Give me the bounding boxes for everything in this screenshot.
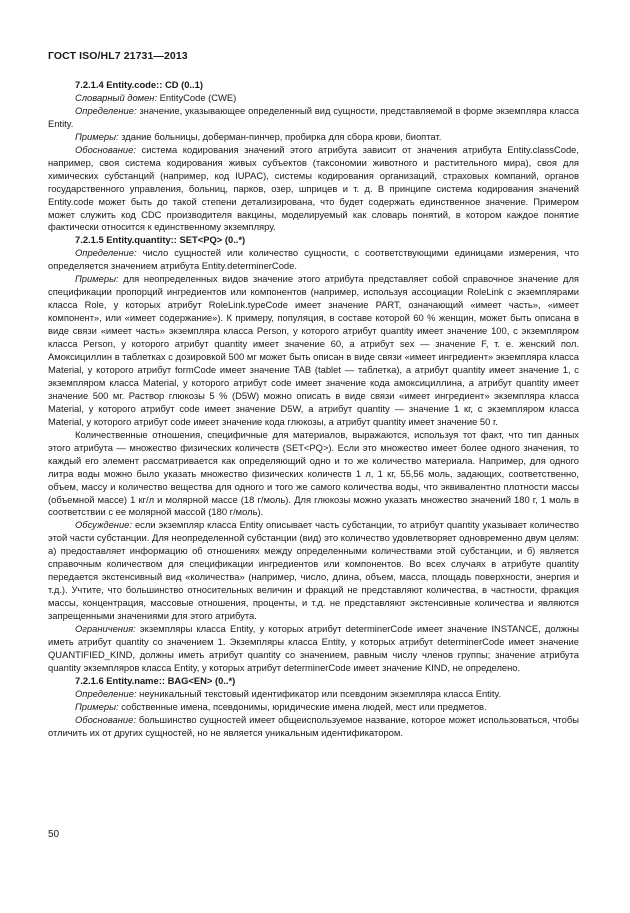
discussion-text: если экземпляр класса Entity описывает часть субстанции, то атрибут quantity указывает количество этой части субстанции. Для неопределенной субстанции (вид) это количество удовлетворяет одновременно двум целям: а) предоставляет информацию об отношениях между определенными количествами этой субстанции, и б) является справочным количеством для спецификации ингредиентов или компонентов. Во всех случаях в атрибуте quantity передается экстенсивный вид «количества» (например, число, длина, объем, масса, площадь поверхности, энергия и т.д.). Учтите, что большинство относительных величин и фракций не представляют количества, в частности, фракция массы, концентрация, массовые отношения, проценты, и т.д. не представляют экстенсивные количества и являются запрещенными значениями для этого атрибута. — [48, 519, 579, 622]
vocabulary-domain-paragraph — [48, 92, 579, 105]
rationale-text: система кодирования значений этого атрибута зависит от значения атрибута Entity.classCode, например, своя система кодирования живых субъектов (таксономии животного и растительного мира), своя для химических субстанций (например, код IUPAC), системы кодирования организаций, страховых компаний, органов государственного управления, больниц, парков, озер, шприцев и т. д. В принципе система кодирования значений Entity.code может быть до такой степени детализирована, что будет содержать единственное значение. Примером может служить код CDC производителя вакцины, моделируемый как словарь понятий, в котором каждое понятие фактически относится к единственному экземпляру. — [48, 143, 579, 233]
rationale-text: большинство сущностей имеет общеиспользуемое название, которое может использоваться, чтобы отличить их от других сущностей, но не является уникальным идентификатором. — [48, 713, 579, 738]
label-definition: Определение: — [75, 104, 137, 116]
section-heading: 7.2.1.4 Entity.code:: CD (0..1) — [75, 79, 203, 90]
label-definition: Определение: — [75, 247, 137, 259]
label-examples: Примеры: — [75, 700, 119, 712]
document-body — [48, 79, 579, 740]
definition-paragraph — [48, 688, 579, 701]
label-definition: Определение: — [75, 687, 137, 699]
definition-text: значение, указывающее определенный вид сущности, представляемой в форме экземпляра класса Entity. — [48, 104, 579, 129]
definition-text: неуникальный текстовый идентификатор или псевдоним экземпляра класса Entity. — [136, 687, 502, 699]
discussion-paragraph — [48, 519, 579, 623]
label-examples: Примеры: — [75, 130, 119, 142]
vocabulary-domain-text: EntityCode (CWE) — [157, 91, 237, 103]
body-paragraph: Количественные отношения, специфичные для материалов, выражаются, используя тот факт, что тип данных этого атрибута — множество физических количеств (SET<PQ>). Если это множество имеет более одного значения, то каждый его элемент рассматривается как определяющий одно и то же количество материала. Например, для одного литра воды можно было указать множество физических количеств 1 л, 1 кг, 55,56 моль, задающих, соответственно, объем, массу и количество вещества для одного и того же самого количества воды, что эквивалентно плотности массы (объемной массе) 1 кг/л и молярной массе (18 г/моль). Для глюкозы можно указать множество значений 180 г, 1 моль в соответствии с ее молярной массой (180 г/моль). — [48, 428, 579, 518]
section-heading: 7.2.1.5 Entity.quantity:: SET<PQ> (0..*) — [75, 234, 246, 246]
label-rationale: Обоснование: — [75, 143, 136, 155]
label-examples: Примеры: — [75, 273, 119, 285]
definition-paragraph — [48, 105, 579, 131]
rationale-paragraph — [48, 714, 579, 740]
definition-text: число сущностей или количество сущности, с соответствующими единицами измерения, что определяется значением атрибута Entity.determinerCode. — [48, 247, 579, 272]
constraints-paragraph — [48, 623, 579, 675]
examples-text: здание больницы, доберман-пинчер, пробирка для сбора крови, биоптат. — [118, 130, 442, 142]
examples-paragraph — [48, 273, 579, 428]
examples-paragraph — [48, 701, 579, 714]
label-vocabulary-domain: Словарный домен: — [75, 91, 158, 103]
constraints-text: экземпляры класса Entity, у которых атрибут determinerCode имеет значение INSTANCE, должны иметь атрибут quantity со значением 1. Экземпляры класса Entity, у которых атрибут determinerCode имеет значение QUANTIFIED_KIND, должны иметь атрибут quantity со значением, равным числу членов группы; значение атрибута quantity экземпляров класса Entity, у которых атрибут determinerCode имеет значение KIND, не определено. — [48, 623, 579, 673]
examples-text: для неопределенных видов значение этого атрибута представляет собой справочное значение для спецификации пропорций ингредиентов или компонентов (например, используя ассоциации RoleLink с экземплярами класса Role, у которых атрибут RoleLink.typeCode имеет значение PART, означающий «имеет часть», «имеет компонент», или «имеет содержание»). К примеру, популяция, в составе которой 60 % женщин, может быть описана в виде связи «имеет часть» экземпляра класса Person, у которого атрибут quantity имеет значение 100, с экземпляром класса Person, у которого атрибут quantity имеет значение 60, а атрибут sex — значение F, т. е. женский пол. Амоксициллин в таблетках с дозировкой 500 мг может быть описан в виде связи «имеет ингредиент» экземпляра класса Material, у которого атрибут formCode имеет значение TAB (tablet — таблетка), а атрибут quantity имеет значение 1, с экземпляром класса Material, у которого атрибут code имеет значение кода амоксициллина, а атрибут quantity имеет значение 500 мг. Раствор глюкозы 5 % (D5W) можно описать в виде связи «имеет ингредиент» экземпляра класса Material, у которого атрибут code имеет значение D5W, а атрибут quantity — значение 1 кг, с экземпляром класса Material, у которого атрибут code имеет значение кода глюкозы, а атрибут quantity имеет значение 50 г. — [48, 273, 579, 427]
label-rationale: Обоснование: — [75, 713, 136, 725]
page-number: 50 — [48, 829, 60, 840]
rationale-paragraph — [48, 144, 579, 235]
definition-paragraph — [48, 247, 579, 273]
label-discussion: Обсуждение: — [75, 519, 132, 531]
document-header-title: ГОСТ ISO/HL7 21731—2013 — [48, 50, 188, 62]
examples-paragraph — [48, 131, 579, 144]
examples-text: собственные имена, псевдонимы, юридические имена людей, мест или предметов. — [118, 700, 487, 712]
label-constraints: Ограничения: — [75, 623, 136, 635]
section-heading: 7.2.1.6 Entity.name:: BAG<EN> (0..*) — [75, 674, 236, 686]
